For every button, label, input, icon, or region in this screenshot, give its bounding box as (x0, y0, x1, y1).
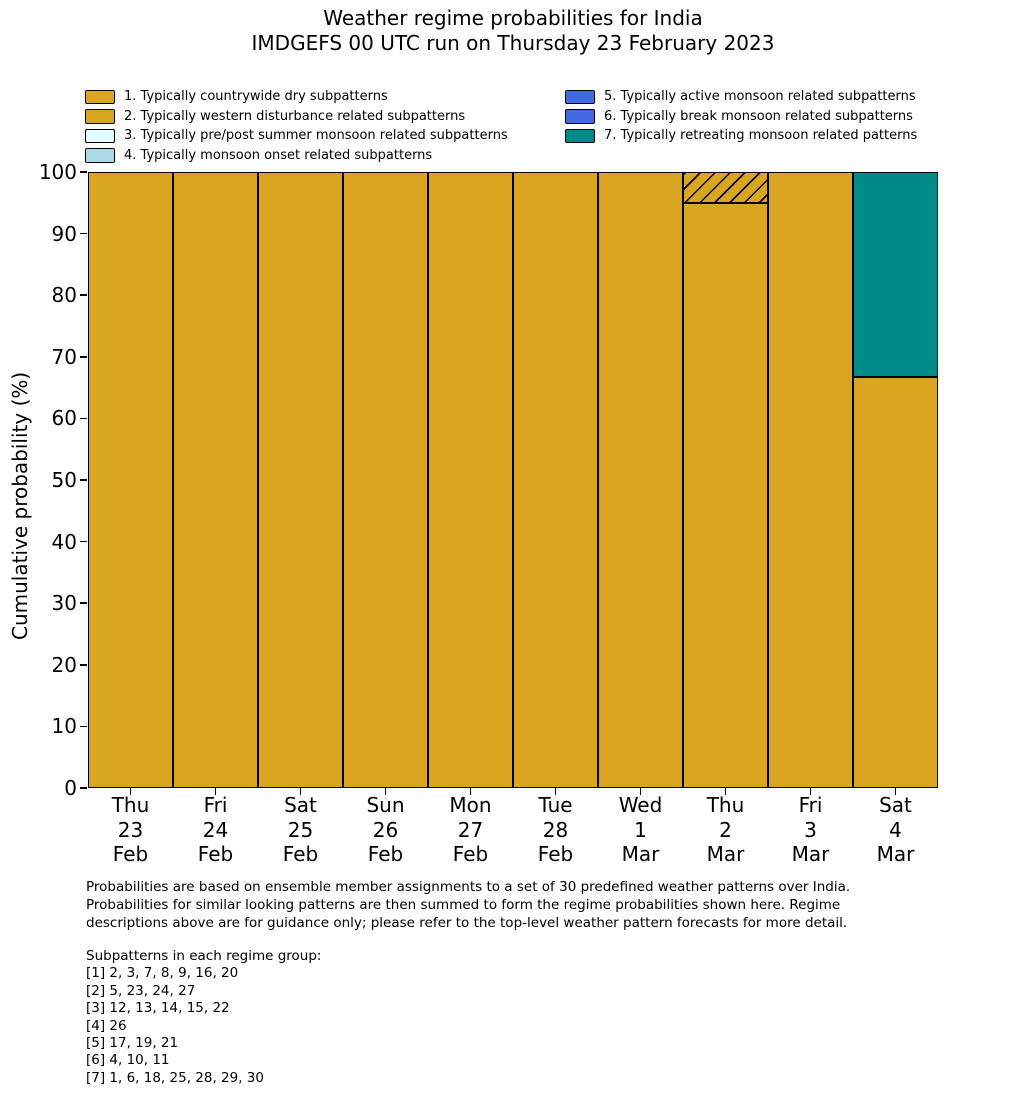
subpatterns-line: [4] 26 (86, 1017, 127, 1034)
x-tick-label (341, 793, 431, 867)
legend-swatch (565, 129, 595, 144)
x-tick-label-line: Mar (706, 842, 745, 866)
subpatterns-line: [6] 4, 10, 11 (86, 1052, 170, 1069)
legend-swatch (85, 109, 115, 124)
y-tick-label: 70 (51, 344, 77, 369)
y-axis-label: Cumulative probability (%) (8, 371, 32, 641)
y-tick-label: 100 (38, 160, 77, 184)
x-tick-label-line: Tue (538, 793, 573, 817)
x-tick-label-line: Mar (621, 842, 660, 866)
x-tick-label-line: Fri (203, 793, 228, 817)
legend-swatch (565, 90, 595, 105)
x-tick-label-line: 3 (804, 817, 817, 842)
legend-label: 1. Typically countrywide dry subpatterns (124, 89, 388, 105)
x-tick-label (681, 793, 771, 867)
legend-swatch (85, 148, 115, 163)
bar-segment (173, 172, 258, 788)
chart-title-line1: Weather regime probabilities for India (323, 6, 703, 30)
x-tick-label-line: Sat (284, 793, 317, 817)
x-tick-label-line: Feb (537, 842, 574, 866)
chart-title (88, 6, 938, 55)
x-tick-label-line: Feb (197, 842, 234, 866)
x-tick-label-line: 28 (542, 817, 569, 842)
subpatterns-line: [5] 17, 19, 21 (86, 1035, 179, 1052)
legend-swatch (85, 90, 115, 105)
legend-item (85, 146, 508, 166)
x-tick-label-line: 27 (457, 817, 484, 842)
bar-segment (428, 172, 513, 788)
footnote-line: Probabilities are based on ensemble member assignments to a set of 30 predefined weather patterns over India. (86, 879, 851, 895)
x-tick-label-line: Mar (876, 842, 915, 866)
footnote-line: Probabilities for similar looking patterns are then summed to form the regime probabilities shown here. Regime (86, 897, 841, 914)
x-tick-label-line: Feb (112, 842, 149, 866)
x-tick-label-line: 4 (889, 817, 902, 842)
y-tick-mark (80, 418, 87, 420)
x-tick-label-line: Wed (618, 793, 663, 817)
bar-segment (88, 172, 173, 788)
legend-item (565, 87, 917, 107)
legend-column-1 (85, 87, 508, 165)
subpatterns-line: [7] 1, 6, 18, 25, 28, 29, 30 (86, 1069, 264, 1086)
y-tick-mark (80, 479, 87, 481)
y-tick-mark (80, 787, 87, 789)
bar-segment (598, 172, 683, 788)
x-tick-label-line: Mar (791, 842, 830, 866)
legend-item (85, 107, 508, 127)
y-tick-mark (80, 602, 87, 604)
x-tick-label-line: Sat (879, 793, 912, 817)
x-tick-label-line: 26 (372, 817, 399, 842)
bar-segment (343, 172, 428, 788)
y-tick-label: 90 (51, 221, 77, 246)
bar-segment (768, 172, 853, 788)
legend-swatch (85, 129, 115, 144)
chart-title-line2: IMDGEFS 00 UTC run on Thursday 23 February 2023 (251, 30, 775, 55)
y-tick-mark (80, 356, 87, 358)
y-tick-label: 40 (51, 529, 77, 554)
footnote-line: descriptions above are for guidance only; please refer to the top-level weather pattern forecasts for more detail. (86, 915, 848, 932)
x-tick-label (766, 793, 856, 867)
subpatterns-line: [3] 12, 13, 14, 15, 22 (86, 1000, 230, 1017)
x-tick-label (256, 793, 346, 867)
x-tick-label-line: Feb (367, 842, 404, 866)
x-tick-label-line: 23 (117, 817, 144, 842)
legend-column-2 (565, 87, 917, 146)
x-tick-label (851, 793, 941, 867)
subpatterns-block (86, 948, 321, 1087)
y-tick-mark (80, 541, 87, 543)
y-tick-mark (80, 726, 87, 728)
x-tick-label (86, 793, 176, 867)
x-tick-label (171, 793, 261, 867)
y-tick-mark (80, 171, 87, 173)
footnote (86, 878, 850, 933)
y-tick-mark (80, 294, 87, 296)
legend-label: 7. Typically retreating monsoon related patterns (604, 128, 918, 144)
y-tick-label: 80 (51, 283, 77, 308)
y-tick-label: 0 (64, 776, 77, 800)
legend-swatch (565, 109, 595, 124)
x-tick-label-line: Fri (798, 793, 823, 817)
legend-label: 3. Typically pre/post summer monsoon related subpatterns (124, 128, 508, 144)
x-tick-label (426, 793, 516, 867)
legend-label: 4. Typically monsoon onset related subpatterns (124, 148, 433, 164)
x-tick-label (511, 793, 601, 867)
y-tick-label: 20 (51, 652, 77, 677)
y-tick-mark (80, 233, 87, 235)
x-tick-label-line: Sun (366, 793, 405, 817)
x-tick-label-line: Feb (452, 842, 489, 866)
x-tick-label-line: 2 (719, 817, 732, 842)
y-tick-label: 10 (51, 714, 77, 739)
subpatterns-line: [1] 2, 3, 7, 8, 9, 16, 20 (86, 965, 239, 982)
y-tick-label: 30 (51, 591, 77, 616)
legend-label: 2. Typically western disturbance related subpatterns (124, 108, 466, 124)
bar-segment (258, 172, 343, 788)
subpatterns-line: [2] 5, 23, 24, 27 (86, 982, 196, 999)
subpatterns-heading: Subpatterns in each regime group: (86, 948, 322, 964)
bar-segment (853, 172, 938, 377)
legend-label: 5. Typically active monsoon related subpatterns (604, 89, 916, 105)
x-tick-label-line: Thu (111, 793, 150, 817)
y-tick-label: 50 (51, 468, 77, 492)
plot-area (88, 172, 938, 788)
legend-item (565, 107, 917, 127)
x-tick-label-line: 1 (634, 817, 647, 842)
x-tick-label-line: Mon (449, 793, 492, 817)
y-tick-label: 60 (51, 406, 77, 431)
x-tick-label-line: 25 (287, 817, 314, 842)
legend-item (85, 126, 508, 146)
legend-item (565, 126, 917, 146)
y-tick-mark (80, 664, 87, 666)
x-tick-label (596, 793, 686, 867)
bar-segment (853, 377, 938, 788)
legend-item (85, 87, 508, 107)
x-tick-label-line: Thu (706, 793, 745, 817)
bar-segment (683, 203, 768, 788)
bar-segment (513, 172, 598, 788)
x-tick-label-line: 24 (202, 817, 229, 842)
x-tick-label-line: Feb (282, 842, 319, 866)
legend-label: 6. Typically break monsoon related subpatterns (604, 108, 913, 124)
bar-segment (683, 172, 768, 203)
